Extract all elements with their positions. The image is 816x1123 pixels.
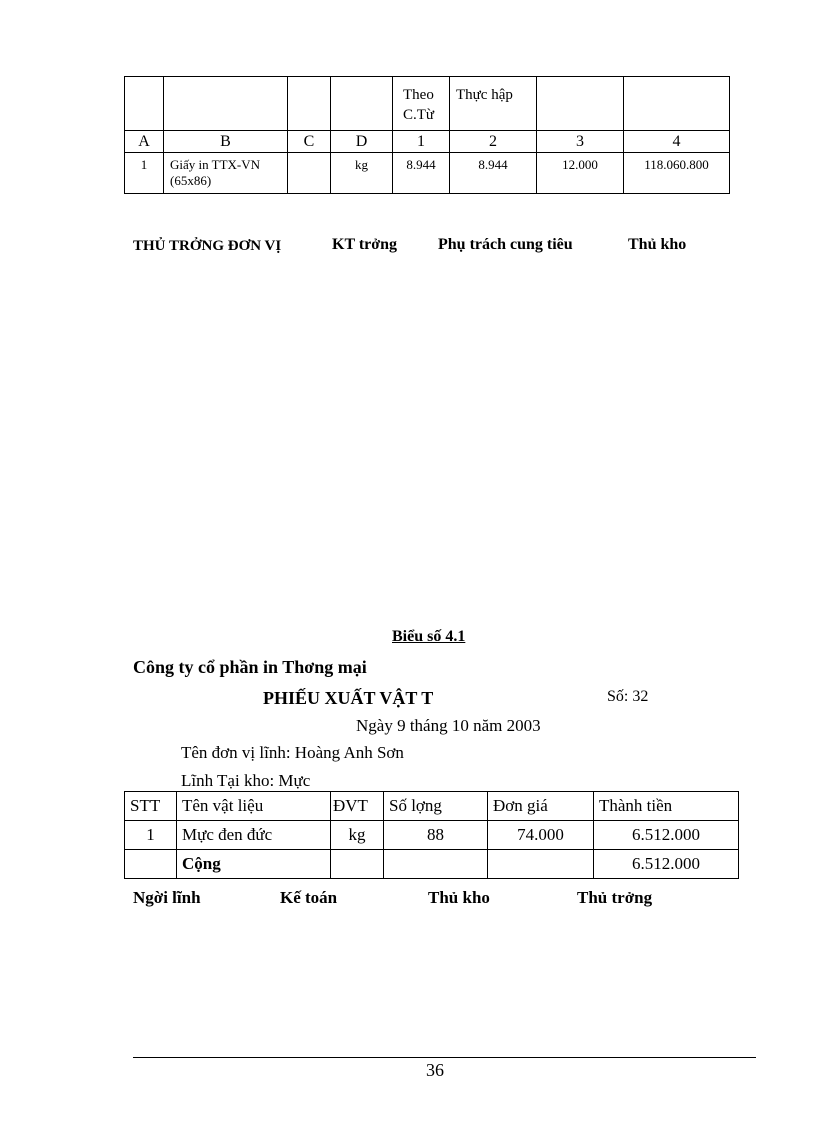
total-label: Cộng [177, 850, 331, 879]
header-theo-ct: Theo C.Từ [393, 77, 450, 131]
top-table [124, 76, 730, 194]
sig-thu-truong-don-vi: THỦ TRỞNG ĐƠN VỊ [133, 238, 282, 254]
sig-thu-kho: Thủ kho [628, 236, 687, 253]
ten-don-vi-linh: Tên đơn vị lĩnh: Hoàng Anh Sơn [181, 743, 404, 762]
sig-phu-trach-cung-tieu: Phụ trách cung tiêu [438, 236, 573, 253]
bieu-so-label: Biểu số 4.1 [392, 628, 466, 645]
linh-tai-kho: Lĩnh Tại kho: Mực [181, 771, 311, 790]
form-date: Ngày 9 tháng 10 năm 2003 [356, 716, 541, 735]
bottom-header-row: STT Tên vật liệu ĐVT Số lợng Đơn giá Thành tiền [125, 792, 739, 821]
total-row [125, 850, 739, 879]
form-title: PHIẾU XUẤT VẬT T [263, 688, 434, 708]
table-row: 1 Giấy in TTX-VN (65x86) kg 8.944 8.944 12.000 118.060.800 [125, 153, 730, 194]
top-header-row [125, 77, 730, 131]
form-number: Số: 32 [607, 688, 649, 705]
sig-thu-truong: Thủ trởng [577, 888, 653, 907]
bottom-table [124, 791, 739, 879]
sig-thu-kho-bottom: Thủ kho [428, 888, 490, 907]
company-name: Công ty cổ phần in Thơng mại [133, 657, 367, 677]
footer-divider [133, 1057, 756, 1058]
sig-nguoi-linh: Ngời lĩnh [133, 888, 201, 907]
sig-kt-truong: KT trởng [332, 236, 398, 253]
header-thuc-nhap: Thực hập [450, 77, 537, 131]
top-column-codes-row: A B C D 1 2 3 4 [125, 131, 730, 153]
table-row: 1 Mực đen đức kg 88 74.000 6.512.000 [125, 821, 739, 850]
total-amount: 6.512.000 [594, 850, 739, 879]
sig-ke-toan: Kế toán [280, 888, 338, 907]
page-number: 36 [426, 1060, 444, 1080]
